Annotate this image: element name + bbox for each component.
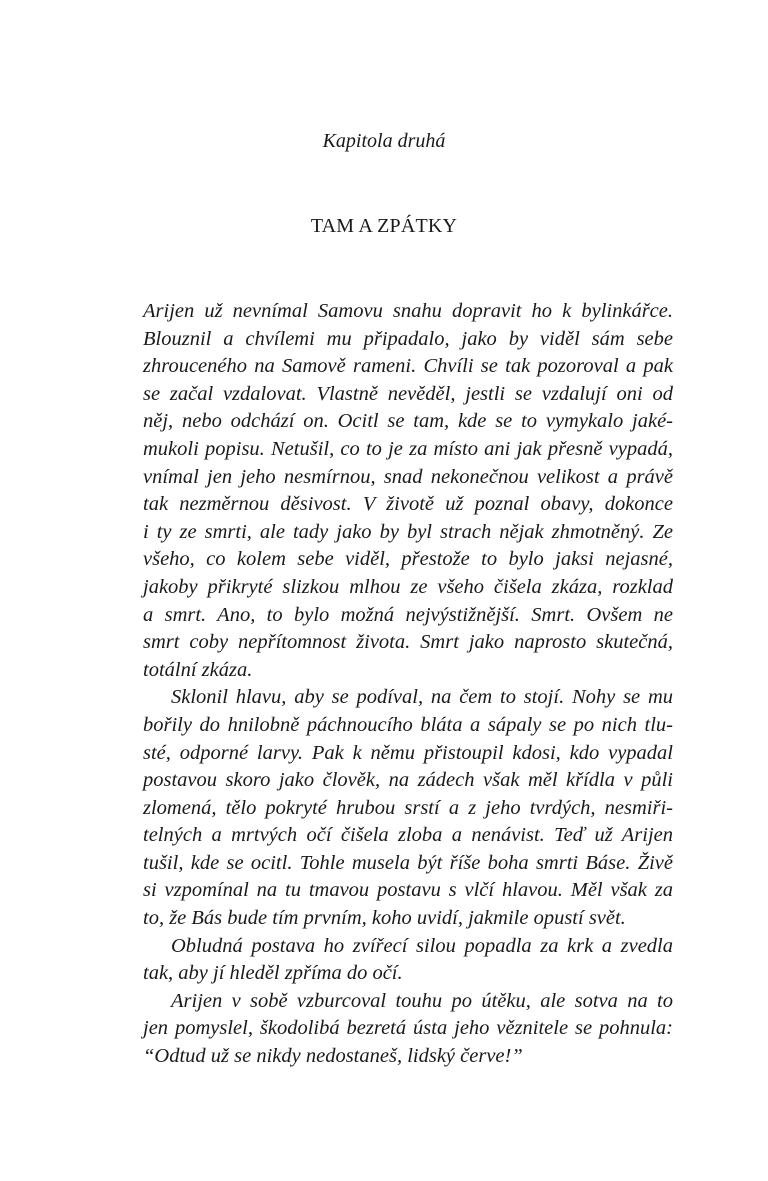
text-line: Sklonil hlavu, aby se podíval, na čem to stojí. Nohy se mu bbox=[171, 686, 673, 709]
text-line: totální zkáza. bbox=[143, 658, 253, 681]
text-line: to, že Bás bude tím prvním, koho uvidí, jakmile opustí svět. bbox=[143, 907, 626, 930]
text-line: bořily do hnilobně páchnoucího bláta a sápaly se po nich tlu- bbox=[143, 713, 673, 736]
text-line: Blouznil a chvílemi mu připadalo, jako by viděl sám sebe bbox=[143, 327, 673, 350]
text-line: i ty ze smrti, ale tady jako by byl strach nějak zhmotněný. Ze bbox=[143, 520, 673, 543]
text-line: tušil, kde se ocitl. Tohle musela být říše boha smrti Báse. Živě bbox=[143, 851, 673, 874]
text-line: si vzpomínal na tu tmavou postavu s vlčí hlavou. Měl však za bbox=[143, 879, 673, 902]
text-line: jakoby přikryté slizkou mlhou ze všeho čišela zkáza, rozklad bbox=[143, 575, 673, 598]
text-line: sté, odporné larvy. Pak k němu přistoupil kdosi, kdo vypadal bbox=[143, 741, 673, 764]
text-line: vnímal jen jeho nesmírnou, snad nekonečnou velikost a právě bbox=[143, 465, 673, 488]
text-line: smrt coby nepřítomnost života. Smrt jako naprosto skutečná, bbox=[143, 631, 673, 654]
text-line: mukoli popisu. Netušil, co to je za místo ani jak přesně vypadá, bbox=[143, 437, 673, 460]
text-line: jen pomyslel, škodolibá bezretá ústa jeho věznitele se pohnula: bbox=[143, 1017, 673, 1040]
text-line: tak, aby jí hleděl zpříma do očí. bbox=[143, 962, 403, 985]
text-line: Arijen už nevnímal Samovu snahu dopravit ho k bylinkářce. bbox=[143, 300, 673, 322]
paragraph bbox=[143, 933, 673, 988]
text-line: zlomená, tělo pokryté hrubou srstí a z jeho tvrdých, nesmiři- bbox=[143, 796, 673, 819]
text-line: a smrt. Ano, to bylo možná nejvýstižnější. Smrt. Ovšem ne bbox=[143, 603, 673, 626]
text-line: něj, nebo odchází on. Ocitl se tam, kde se to vymykalo jaké- bbox=[143, 410, 673, 433]
paragraph bbox=[143, 988, 673, 1071]
text-line: všeho, co kolem sebe viděl, přestože to bylo jaksi nejasné, bbox=[143, 548, 673, 571]
text-line: zhrouceného na Samově rameni. Chvíli se tak pozoroval a pak bbox=[143, 355, 673, 378]
text-line: Obludná postava ho zvířecí silou popadla za krk a zvedla bbox=[171, 934, 673, 957]
text-line: Arijen v sobě vzburcoval touhu po útěku, ale sotva na to bbox=[171, 989, 673, 1012]
text-line: “Odtud už se nikdy nedostaneš, lidský červe!” bbox=[143, 1045, 523, 1068]
text-line: se začal vzdalovat. Vlastně nevěděl, jestli se vzdalují oni od bbox=[143, 382, 673, 405]
text-line: postavou skoro jako člověk, na zádech však měl křídla v půli bbox=[143, 769, 673, 792]
chapter-title: TAM A ZPÁTKY bbox=[310, 215, 458, 237]
chapter-label: Kapitola druhá bbox=[322, 130, 446, 152]
body-text bbox=[143, 298, 673, 1071]
text-line: telných a mrtvých očí čišela zloba a nenávist. Teď už Arijen bbox=[143, 824, 673, 847]
paragraph bbox=[143, 684, 673, 932]
paragraph bbox=[143, 298, 673, 684]
text-line: tak nezměrnou děsivost. V životě už poznal obavy, dokonce bbox=[143, 493, 673, 516]
